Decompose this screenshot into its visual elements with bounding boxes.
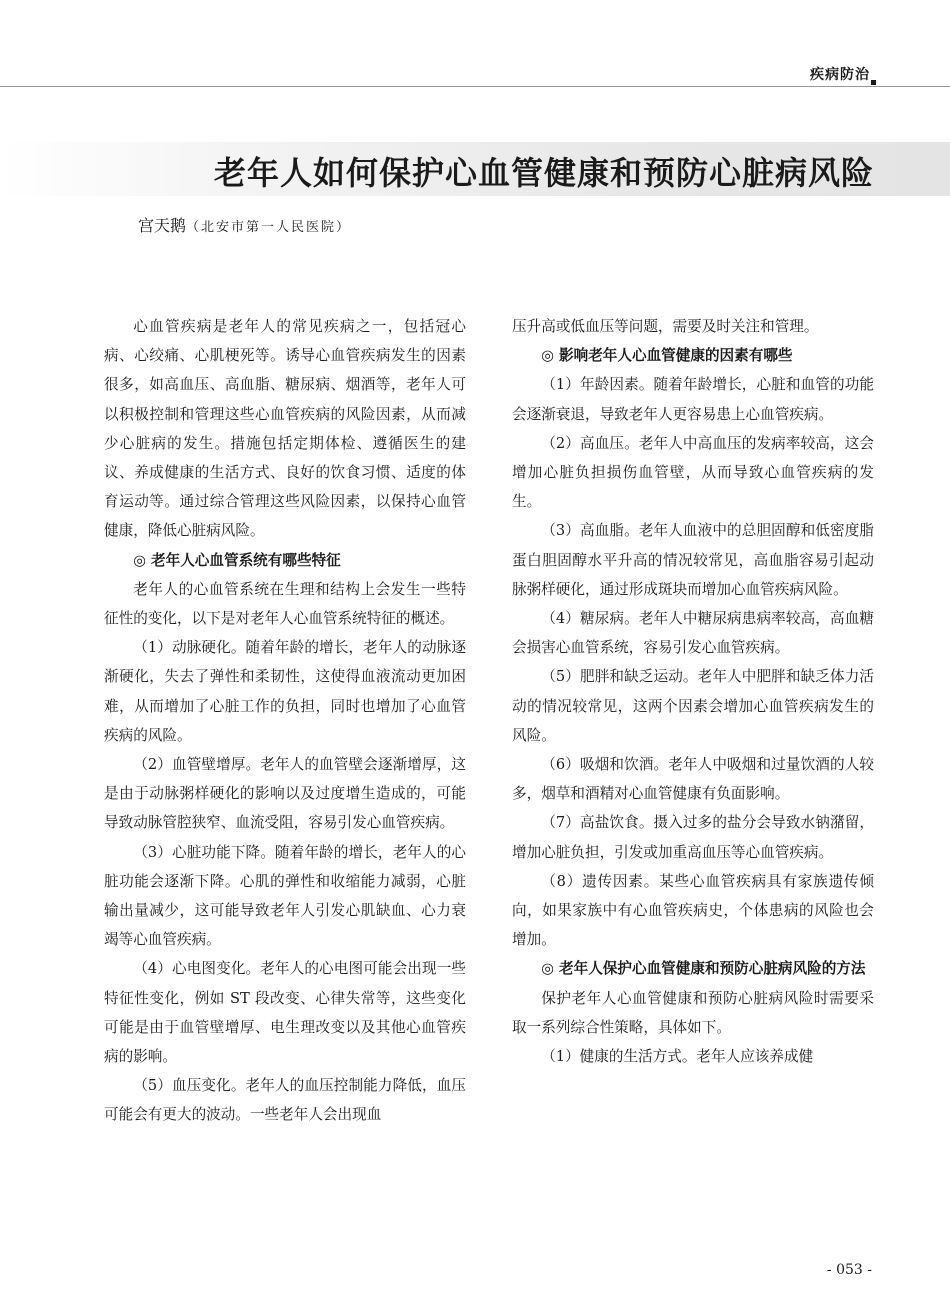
article-title: 老年人如何保护心血管健康和预防心脏病风险 [213, 154, 874, 192]
right-column [512, 312, 874, 1071]
body-paragraph: （4）糖尿病。老年人中糖尿病患病率较高，高血糖会损害心血管系统，容易引发心血管疾病。 [512, 610, 874, 657]
body-paragraph: （2）血管壁增厚。老年人的血管壁会逐渐增厚，这是由于动脉粥样硬化的影响以及过度增生造成的，可能导致动脉管腔狭窄、血流受阻，容易引发心血管疾病。 [104, 756, 466, 832]
author-affiliation: （北安市第一人民医院） [186, 220, 352, 235]
body-paragraph: 老年人的心血管系统在生理和结构上会发生一些特征性的变化，以下是对老年人心血管系统特征的概述。 [104, 580, 466, 628]
body-paragraph: （2）高血压。老年人中高血压的发病率较高，这会增加心脏负担损伤血管壁，从而导致心血管疾病的发生。 [512, 434, 874, 511]
body-paragraph: （1）年龄因素。随着年龄增长，心脏和血管的功能会逐渐衰退，导致老年人更容易患上心血管疾病。 [512, 376, 874, 423]
body-paragraph: （3）高血脂。老年人血液中的总胆固醇和低密度脂蛋白胆固醇水平升高的情况较常见，高血脂容易引起动脉粥样硬化，通过形成斑块而增加心血管疾病风险。 [512, 522, 874, 598]
section-heading-methods: ◎ 老年人保护心血管健康和预防心脏病风险的方法 [541, 960, 866, 978]
body-paragraph: （1）动脉硬化。随着年龄的增长，老年人的动脉逐渐硬化，失去了弹性和柔韧性，这使得血液流动更加困难，从而增加了心脏工作的负担，同时也增加了心血管疾病的风险。 [104, 639, 466, 744]
continued-paragraph: 压升高或低血压等问题，需要及时关注和管理。 [512, 318, 819, 335]
body-paragraph: （6）吸烟和饮酒。老年人中吸烟和过量饮酒的人较多，烟草和酒精对心血管健康有负面影响。 [512, 756, 874, 803]
body-paragraph: （1）健康的生活方式。老年人应该养成健 [541, 1048, 814, 1066]
body-paragraph: 保护老年人心血管健康和预防心脏病风险时需要采取一系列综合性策略，具体如下。 [512, 989, 874, 1036]
section-label: 疾病防治 [810, 67, 870, 83]
section-heading-factors: ◎ 影响老年人心血管健康的因素有哪些 [541, 347, 793, 365]
page-number: - 053 - [826, 1262, 872, 1278]
body-paragraph: （7）高盐饮食。摄入过多的盐分会导致水钠潴留，增加心脏负担，引发或加重高血压等心血管疾病。 [512, 814, 874, 861]
body-paragraph: （5）血压变化。老年人的血压控制能力降低，血压可能会有更大的波动。一些老年人会出现血 [104, 1077, 466, 1124]
intro-paragraph: 心血管疾病是老年人的常见疾病之一，包括冠心病、心绞痛、心肌梗死等。诱导心血管疾病发生的因素很多，如高血压、高血脂、糖尿病、烟酒等，老年人可以积极控制和管理这些心血管疾病的风险因素，从而减少心脏病的发生。措施包括定期体检、遵循医生的建议、养成健康的生活方式、良好的饮食习惯、适度的体育运动等。通过综合管理这些风险因素，以保持心血管健康，降低心脏病风险。 [104, 318, 466, 540]
body-paragraph: （3）心脏功能下降。随着年龄的增长，老年人的心脏功能会逐渐下降。心肌的弹性和收缩能力减弱，心脏输出量减少，这可能导致老年人引发心肌缺血、心力衰竭等心血管疾病。 [104, 843, 466, 949]
body-paragraph: （5）肥胖和缺乏运动。老年人中肥胖和缺乏体力活动的情况较常见，这两个因素会增加心血管疾病发生的风险。 [512, 668, 874, 744]
body-paragraph: （8）遗传因素。某些心血管疾病具有家族遗传倾向，如果家族中有心血管疾病史，个体患病的风险也会增加。 [512, 872, 874, 949]
author-name: 宫天鹅 [138, 216, 187, 235]
section-marker [871, 80, 876, 85]
byline [138, 213, 351, 236]
section-heading-features: ◎ 老年人心血管系统有哪些特征 [133, 551, 341, 569]
left-column [104, 312, 466, 1130]
header-rule [0, 86, 950, 87]
body-paragraph: （4）心电图变化。老年人的心电图可能会出现一些特征性变化，例如 ST 段改变、心律失常等，这些变化可能是由于血管壁增厚、电生理改变以及其他心血管疾病的影响。 [104, 960, 466, 1066]
